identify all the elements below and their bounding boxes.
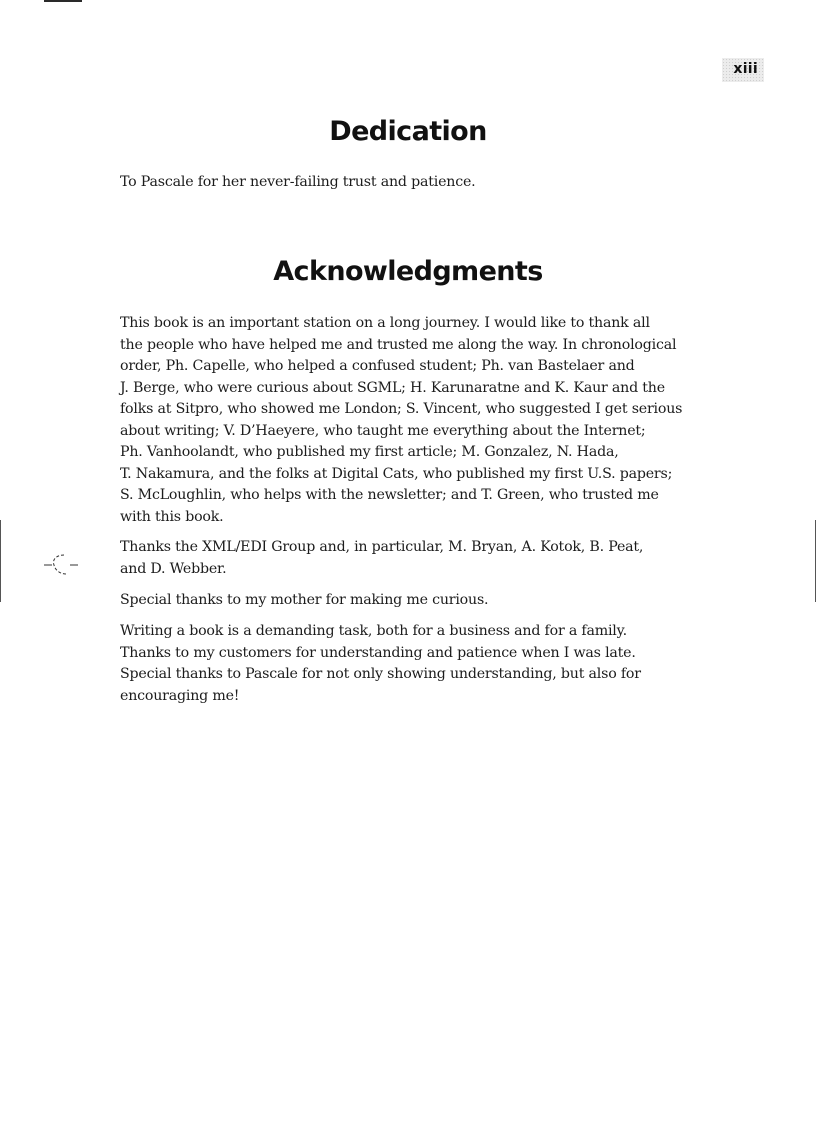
page-number: xiii: [733, 61, 758, 77]
text-line: Writing a book is a demanding task, both for a business and for a family.: [120, 623, 627, 639]
acknowledgments-paragraph-1: [120, 313, 720, 528]
acknowledgments-heading: Acknowledgments: [273, 256, 543, 287]
page-number-box: [722, 58, 764, 82]
top-rule: [44, 0, 82, 2]
text-line: Thanks the XML/EDI Group and, in particular, M. Bryan, A. Kotok, B. Peat,: [120, 539, 644, 555]
text-line: the people who have helped me and trusted me along the way. In chronological: [120, 336, 677, 353]
text-line: encouraging me!: [120, 687, 240, 704]
registration-mark-icon: [42, 548, 82, 578]
acknowledgments-paragraph-2: [120, 537, 720, 580]
text-line: and D. Webber.: [120, 560, 227, 577]
acknowledgments-paragraph-3: [120, 590, 720, 612]
acknowledgments-paragraph-4: [120, 621, 720, 707]
text-line: J. Berge, who were curious about SGML; H. Karunaratne and K. Kaur and the: [120, 379, 665, 396]
text-line: about writing; V. D’Haeyere, who taught me everything about the Internet;: [120, 422, 646, 439]
text-line: Thanks to my customers for understanding and patience when I was late.: [120, 644, 636, 661]
text-line: This book is an important station on a long journey. I would like to thank all: [120, 315, 650, 331]
text-line: with this book.: [120, 508, 224, 525]
text-line: order, Ph. Capelle, who helped a confused student; Ph. van Bastelaer and: [120, 358, 635, 374]
text-line: S. McLoughlin, who helps with the newsletter; and T. Green, who trusted me: [120, 487, 659, 503]
text-line: To Pascale for her never-failing trust and patience.: [120, 174, 476, 190]
text-line: folks at Sitpro, who showed me London; S. Vincent, who suggested I get serious: [120, 401, 683, 417]
dedication-heading: Dedication: [329, 116, 487, 147]
dedication-text: [120, 172, 720, 194]
left-margin-mark: [0, 520, 1, 602]
text-line: Special thanks to Pascale for not only showing understanding, but also for: [120, 666, 641, 682]
text-line: Special thanks to my mother for making me curious.: [120, 592, 489, 608]
text-line: Ph. Vanhoolandt, who published my first article; M. Gonzalez, N. Hada,: [120, 444, 619, 460]
text-line: T. Nakamura, and the folks at Digital Cats, who published my first U.S. papers;: [120, 465, 673, 482]
